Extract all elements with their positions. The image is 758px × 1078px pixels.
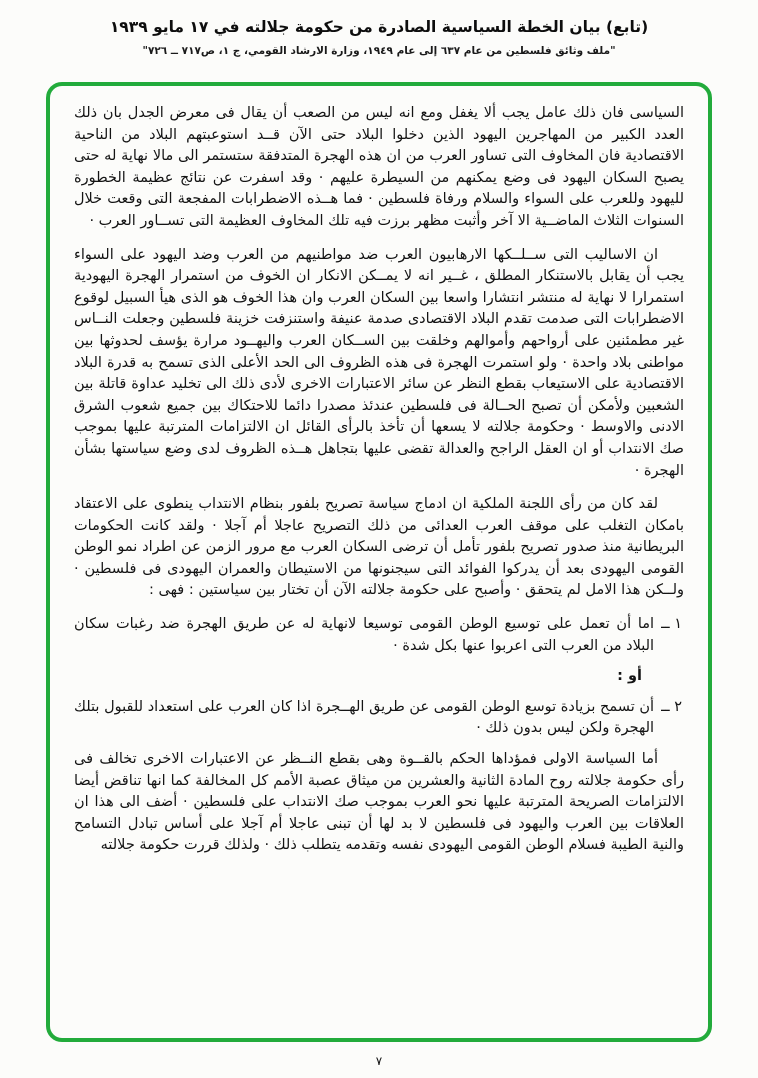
- green-border-content-box: [46, 82, 712, 1042]
- paragraph-royal-commission: لقد كان من رأى اللجنة الملكية ان ادماج سياسة تصريح بلفور بنظام الانتداب ينطوى على الاعتقاد بامكان التغلب على موقف العرب العدائى من ذلك التصريح عاجلا أم آجلا · ولقد كانت الحكومات البريطانية منذ صدور تصريح بلفور تأمل أن ترضى السكان العرب مع مرور الزمن عن اطراد نمو الوطن القومى اليهودى بعد أن يدركوا الفوائد التى سيجنونها من الاستيطان والعمران اليهودى فى فلسطين · ولــكن هذا الامل لم يتحقق · وأصبح على حكومة جلالته الآن أن تختار بين سياستين : فهى :: [74, 496, 684, 599]
- source-citation: "ملف وثائق فلسطين من عام ٦٣٧ إلى عام ١٩٤٩، وزارة الارشاد القومي، ج ١، ص٧١٧ ــ ٧٢٦": [142, 45, 616, 57]
- page-header: [0, 0, 758, 57]
- list-item-1-text: اما أن تعمل على توسيع الوطن القومى توسيعا لانهاية له عن طريق الهجرة ضد رغبات سكان البلاد من العرب التى اعربوا عنها بكل شدة ·: [74, 616, 655, 654]
- page-number: ٧: [375, 1054, 383, 1068]
- page-footer: [0, 1054, 758, 1068]
- list-item-2-text: أن تسمح بزيادة توسع الوطن القومى عن طريق الهــجرة اذا كان العرب على استعداد للقبول بتلك الهجرة ولكن ليس بدون ذلك ·: [74, 698, 655, 737]
- paragraph-first-policy: أما السياسة الاولى فمؤداها الحكم بالقــوة وهى بقطع النــظر عن الاعتبارات الاخرى تخالف فى رأى حكومة جلالته روح المادة الثانية والعشرين من ميثاق عصبة الأمم كل المخالفة كما انها تناقض أيضا الالتزامات الصريحة المترتبة عليها نحو العرب بموجب صك الانتداب على فلسطين · أضف الى هذا ان العلاقات بين العرب واليهود فى فلسطين لا بد لها أن تبنى عاجلا أم آجلا على أساس تبادل التسامح والنية الطيبة فسلام الوطن القومى اليهودى نفسه وتقدمه يتطلب ذلك · ولذلك قررت حكومة جلالته: [74, 751, 684, 854]
- list-item-1: [74, 614, 682, 657]
- paragraph-terrorist-methods: ان الاساليب التى ســلــكها الارهابيون العرب ضد مواطنيهم من العرب وضد اليهود على السواء يجب أن يقابل بالاستنكار المطلق ، غــير انه لا يمــكن الانكار ان الخوف من استمرار الهجرة اليهودية استمرارا لا نهاية له منتشر انتشارا واسعا بين السكان العرب وان هذا الخوف هو الذى هيأ السبيل لوقوع الاضطرابات التى صدمت تقدم البلاد الاقتصادى صدمة عنيفة واستنزفت خزينة فلسطين وجعلت النــاس غير مطمئنين على أرواحهم وأموالهم وخلقت بين الســكان العرب واليهــود مرارة يؤسف لحدوثها بين مواطنى بلاد واحدة · ولو استمرت الهجرة فى هذه الظروف الى الحد الأعلى الذى تسمح به قدرة البلاد الاقتصادية على الاستيعاب بقطع النظر عن سائر الاعتبارات الاخرى لأدى ذلك الى تخليد عداوة قاتلة بين الشعبين ولأمكن أن تصبح الحــالة فى فلسطين عندئذ مصدرا دائما للاحتكاك بين جميع شعوب الشرق الادنى والاوسط · وحكومة جلالته لا يسعها أن تأخذ بالرأى القائل ان الالتزامات المترتبة عليها بموجب صك الانتداب أو ان العقل الراجح والعدالة تقضى عليها بتجاهل هــذه الظروف لدى وضع سياستها بشأن الهجرة ·: [74, 246, 684, 479]
- list-or-separator: أو :: [617, 668, 642, 685]
- paragraph-continuation: السياسى فان ذلك عامل يجب ألا يغفل ومع انه ليس من الصعب أن يقال فى معرض الجدل بان ذلك العدد الكبير من المهاجرين اليهود الذين دخلوا البلاد حتى الآن قــد استوعبتهم البلاد من الناحية الاقتصادية فان المخاوف التى تساور العرب من ان هذه الهجرة المتدفقة ستستمر الى مالا نهاية له حتى يصبح السكان اليهود فى وضع يمكنهم من السيطرة عليهم · وقد اسفرت عن نتائج عظيمة الخطورة لليهود وللعرب على السواء والسلام ورفاة فلسطين · فما هــذه الاضطرابات المفجعة التى وقعت خلال السنوات الثلاث الماضــية الا آخر وأثبت مظهر برزت فيه تلك المخاوف العظيمة التى تســاور العرب ·: [74, 105, 684, 229]
- list-item-1-number: ١ ــ: [661, 616, 682, 633]
- document-title: (تابع) بيان الخطة السياسية الصادرة من حكومة جلالته في ١٧ مايو ١٩٣٩: [109, 18, 649, 36]
- list-item-2-number: ٢ ــ: [661, 698, 682, 715]
- list-item-2: [74, 697, 682, 740]
